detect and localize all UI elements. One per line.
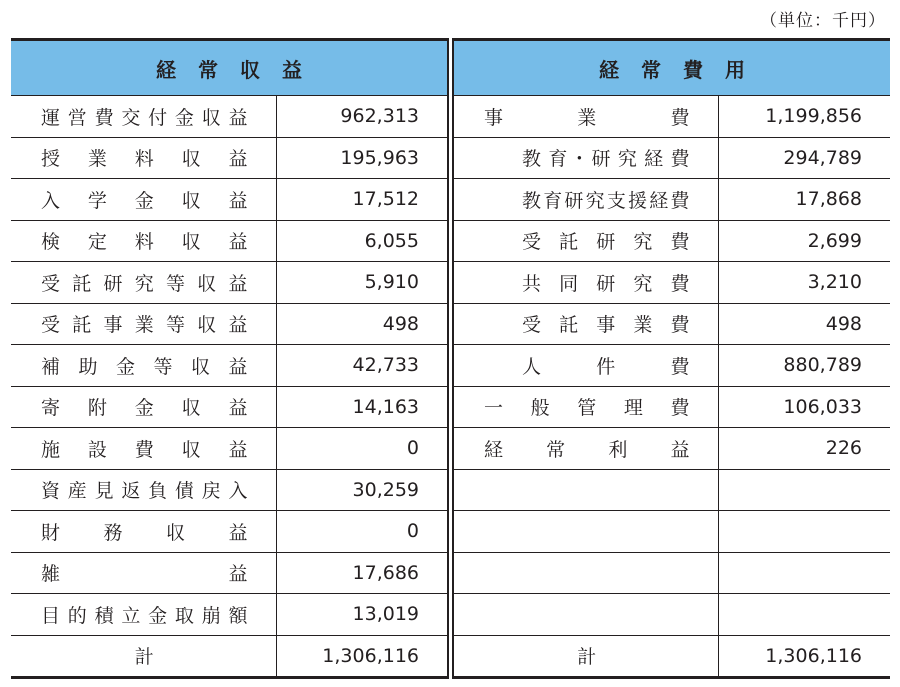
label-char: 施 (41, 438, 61, 461)
label-char: 助 (78, 355, 98, 378)
label-char: 収 (181, 397, 201, 420)
row-label-text (11, 393, 276, 420)
revenue-header: 経常収益 (11, 40, 448, 96)
label-char: 検 (41, 231, 61, 254)
table-row (11, 552, 448, 594)
label-char: 負 (148, 480, 168, 503)
total-value: 1,306,116 (322, 644, 419, 667)
expense-body (453, 96, 890, 678)
label-char: 収 (201, 106, 221, 129)
row-label-text (454, 227, 718, 254)
table-row (453, 220, 890, 262)
label-char: 費 (670, 231, 690, 254)
table-row (11, 469, 448, 511)
row-label (453, 511, 718, 553)
label-char: 収 (181, 231, 201, 254)
label-char: 費 (670, 355, 690, 378)
table-row (11, 179, 448, 221)
label-char: 益 (228, 521, 248, 544)
label-char: 受 (522, 314, 542, 337)
row-label-text (454, 642, 718, 669)
revenue-total-row (11, 635, 448, 678)
row-label (11, 345, 276, 387)
label-char: 補 (41, 355, 61, 378)
row-value: 498 (718, 303, 890, 345)
row-value: 17,868 (718, 179, 890, 221)
table-row (453, 303, 890, 345)
row-value: 42,733 (276, 345, 448, 387)
label-char: 常 (546, 438, 566, 461)
row-label-text (11, 559, 276, 586)
row-value: 5,910 (276, 262, 448, 304)
table-row (453, 386, 890, 428)
label-char: 付 (148, 106, 168, 129)
table-row (11, 303, 448, 345)
row-label-text (11, 642, 276, 669)
revenue-body (11, 96, 448, 678)
label-char: 益 (228, 106, 248, 129)
table-row (11, 137, 448, 179)
row-label-text (11, 518, 276, 545)
row-label-text (11, 144, 276, 171)
label-char: 収 (181, 148, 201, 171)
label-char: 費 (134, 438, 154, 461)
label-char: 研 (564, 189, 584, 212)
label-char: 学 (87, 189, 107, 212)
revenue-table (11, 38, 449, 679)
label-char: 授 (41, 148, 61, 171)
label-char: 収 (197, 314, 217, 337)
row-label (11, 635, 276, 678)
row-label (453, 386, 718, 428)
row-label (11, 303, 276, 345)
label-char: 事 (103, 314, 123, 337)
label-char: 件 (596, 355, 616, 378)
label-char: 託 (559, 231, 579, 254)
label-char: 費 (670, 189, 690, 212)
label-char: 収 (165, 521, 185, 544)
label-char: 計 (134, 646, 154, 669)
revenue-panel (11, 38, 448, 679)
table-row (453, 179, 890, 221)
label-char: ･ (574, 148, 585, 171)
label-char: 的 (67, 604, 87, 627)
label-char: 入 (228, 480, 248, 503)
label-char: 財 (41, 521, 61, 544)
label-char: 教 (522, 148, 542, 171)
label-char: 目 (41, 604, 61, 627)
label-char: 益 (228, 148, 248, 171)
label-char: 研 (591, 148, 611, 171)
row-value: 6,055 (276, 220, 448, 262)
row-value: 294,789 (718, 137, 890, 179)
label-char: 費 (670, 106, 690, 129)
label-char: 等 (153, 355, 173, 378)
row-label (11, 96, 276, 138)
table-row (453, 96, 890, 138)
row-label-text (11, 310, 276, 337)
row-label (453, 262, 718, 304)
row-label (453, 220, 718, 262)
label-char: 寄 (41, 397, 61, 420)
revenue-header-row (11, 40, 448, 96)
unit-note: （単位：千円） (760, 11, 886, 31)
row-value: 498 (276, 303, 448, 345)
label-char: 益 (228, 231, 248, 254)
label-char: 積 (94, 604, 114, 627)
row-value (718, 552, 890, 594)
label-char: 料 (134, 231, 154, 254)
label-char: 研 (596, 272, 616, 295)
label-char: 育 (548, 148, 568, 171)
row-label (453, 303, 718, 345)
label-char: 入 (41, 189, 61, 212)
row-label (453, 179, 718, 221)
label-char: 費 (670, 272, 690, 295)
label-char: 援 (628, 189, 648, 212)
table-row (453, 552, 890, 594)
label-char: 計 (577, 646, 597, 669)
row-value: 17,512 (276, 179, 448, 221)
label-char: 収 (181, 189, 201, 212)
row-label (453, 552, 718, 594)
label-char: 戻 (201, 480, 221, 503)
label-char: 究 (633, 231, 653, 254)
label-char: 費 (670, 314, 690, 337)
row-label-text (11, 227, 276, 254)
row-label (11, 220, 276, 262)
label-char: 受 (522, 231, 542, 254)
label-char: 費 (670, 148, 690, 171)
row-value: 13,019 (276, 594, 448, 636)
table-row (453, 594, 890, 636)
label-char: 究 (585, 189, 605, 212)
label-char: 受 (41, 314, 61, 337)
label-char: 額 (228, 604, 248, 627)
expense-total-row (453, 635, 890, 678)
total-value: 1,306,116 (765, 644, 862, 667)
row-label-text (454, 435, 718, 462)
row-label-text (454, 186, 718, 213)
label-char: 務 (103, 521, 123, 544)
label-char: 育 (543, 189, 563, 212)
label-char: 託 (559, 314, 579, 337)
label-char: 益 (228, 314, 248, 337)
label-char: 究 (617, 148, 637, 171)
table-row (453, 469, 890, 511)
row-label-text (11, 435, 276, 462)
row-value: 2,699 (718, 220, 890, 262)
label-char: 収 (197, 272, 217, 295)
row-value: 17,686 (276, 552, 448, 594)
expense-header-row (453, 40, 890, 96)
label-char: 託 (72, 272, 92, 295)
label-char: 金 (174, 106, 194, 129)
row-value: 226 (718, 428, 890, 470)
label-char: 般 (530, 397, 550, 420)
label-char: 管 (577, 397, 597, 420)
table-row (453, 428, 890, 470)
row-value: 880,789 (718, 345, 890, 387)
label-char: 一 (484, 397, 504, 420)
table-row (11, 386, 448, 428)
row-value: 106,033 (718, 386, 890, 428)
table-row (11, 345, 448, 387)
table-row (453, 511, 890, 553)
label-char: 経 (644, 148, 664, 171)
label-char: 研 (103, 272, 123, 295)
label-char: 附 (87, 397, 107, 420)
label-char: 理 (623, 397, 643, 420)
label-char: 収 (181, 438, 201, 461)
table-row (11, 220, 448, 262)
row-value: 30,259 (276, 469, 448, 511)
label-char: 定 (87, 231, 107, 254)
label-char: 交 (121, 106, 141, 129)
label-char: 費 (670, 397, 690, 420)
row-label (453, 469, 718, 511)
label-char: 人 (522, 355, 542, 378)
row-label-text (454, 103, 718, 130)
label-char: 金 (115, 355, 135, 378)
label-char: 益 (228, 355, 248, 378)
label-char: 益 (228, 438, 248, 461)
label-char: 経 (649, 189, 669, 212)
table-row (11, 96, 448, 138)
row-label (453, 594, 718, 636)
row-value: 1,199,856 (718, 96, 890, 138)
label-char: 支 (606, 189, 626, 212)
row-label (11, 552, 276, 594)
label-char: 利 (608, 438, 628, 461)
row-value: 3,210 (718, 262, 890, 304)
row-label-text (454, 269, 718, 296)
label-char: 同 (559, 272, 579, 295)
row-label (11, 469, 276, 511)
label-char: 取 (174, 604, 194, 627)
label-char: 金 (148, 604, 168, 627)
row-label (453, 428, 718, 470)
label-char: 託 (72, 314, 92, 337)
label-char: 等 (165, 314, 185, 337)
label-char: 事 (484, 106, 504, 129)
expense-header: 経常費用 (453, 40, 890, 96)
row-value: 962,313 (276, 96, 448, 138)
row-label (11, 594, 276, 636)
row-value (718, 511, 890, 553)
label-char: 金 (134, 397, 154, 420)
label-char: 事 (596, 314, 616, 337)
label-char: 料 (134, 148, 154, 171)
label-char: 産 (67, 480, 87, 503)
label-char: 業 (134, 314, 154, 337)
label-char: 金 (134, 189, 154, 212)
table-row (11, 262, 448, 304)
row-label-text (454, 310, 718, 337)
row-value: 14,163 (276, 386, 448, 428)
row-label (453, 137, 718, 179)
row-label (453, 345, 718, 387)
label-char: 崩 (201, 604, 221, 627)
label-char: 収 (190, 355, 210, 378)
row-label-text (11, 186, 276, 213)
label-char: 益 (228, 397, 248, 420)
label-char: 益 (228, 563, 248, 586)
row-label-text (454, 144, 718, 171)
label-char: 営 (67, 106, 87, 129)
row-value: 0 (276, 511, 448, 553)
label-char: 究 (134, 272, 154, 295)
row-label (11, 137, 276, 179)
label-char: 設 (87, 438, 107, 461)
expense-table (452, 38, 890, 679)
row-label-text (11, 601, 276, 628)
row-label-text (454, 352, 718, 379)
row-label (11, 262, 276, 304)
row-label (11, 511, 276, 553)
table-row (453, 137, 890, 179)
table-row (453, 262, 890, 304)
row-label-text (11, 352, 276, 379)
label-char: 益 (228, 272, 248, 295)
row-label (11, 428, 276, 470)
label-char: 業 (577, 106, 597, 129)
row-label-text (11, 476, 276, 503)
table-row (453, 345, 890, 387)
label-char: 受 (41, 272, 61, 295)
table-row (11, 428, 448, 470)
row-label (11, 386, 276, 428)
row-value (718, 594, 890, 636)
row-value: 195,963 (276, 137, 448, 179)
label-char: 益 (670, 438, 690, 461)
table-row (11, 594, 448, 636)
label-char: 究 (633, 272, 653, 295)
label-char: 返 (121, 480, 141, 503)
label-char: 見 (94, 480, 114, 503)
label-char: 業 (87, 148, 107, 171)
row-label (11, 179, 276, 221)
label-char: 債 (174, 480, 194, 503)
label-char: 資 (41, 480, 61, 503)
row-label (453, 635, 718, 678)
row-value (718, 469, 890, 511)
label-char: 雑 (41, 563, 61, 586)
label-char: 研 (596, 231, 616, 254)
row-label-text (454, 393, 718, 420)
table-row (11, 511, 448, 553)
label-char: 費 (94, 106, 114, 129)
row-value: 0 (276, 428, 448, 470)
row-label-text (11, 269, 276, 296)
label-char: 教 (522, 189, 542, 212)
label-char: 運 (41, 106, 61, 129)
expense-panel (452, 38, 889, 679)
label-char: 立 (121, 604, 141, 627)
label-char: 経 (484, 438, 504, 461)
label-char: 等 (165, 272, 185, 295)
label-char: 共 (522, 272, 542, 295)
label-char: 業 (633, 314, 653, 337)
label-char: 益 (228, 189, 248, 212)
row-label (453, 96, 718, 138)
row-label-text (11, 103, 276, 130)
